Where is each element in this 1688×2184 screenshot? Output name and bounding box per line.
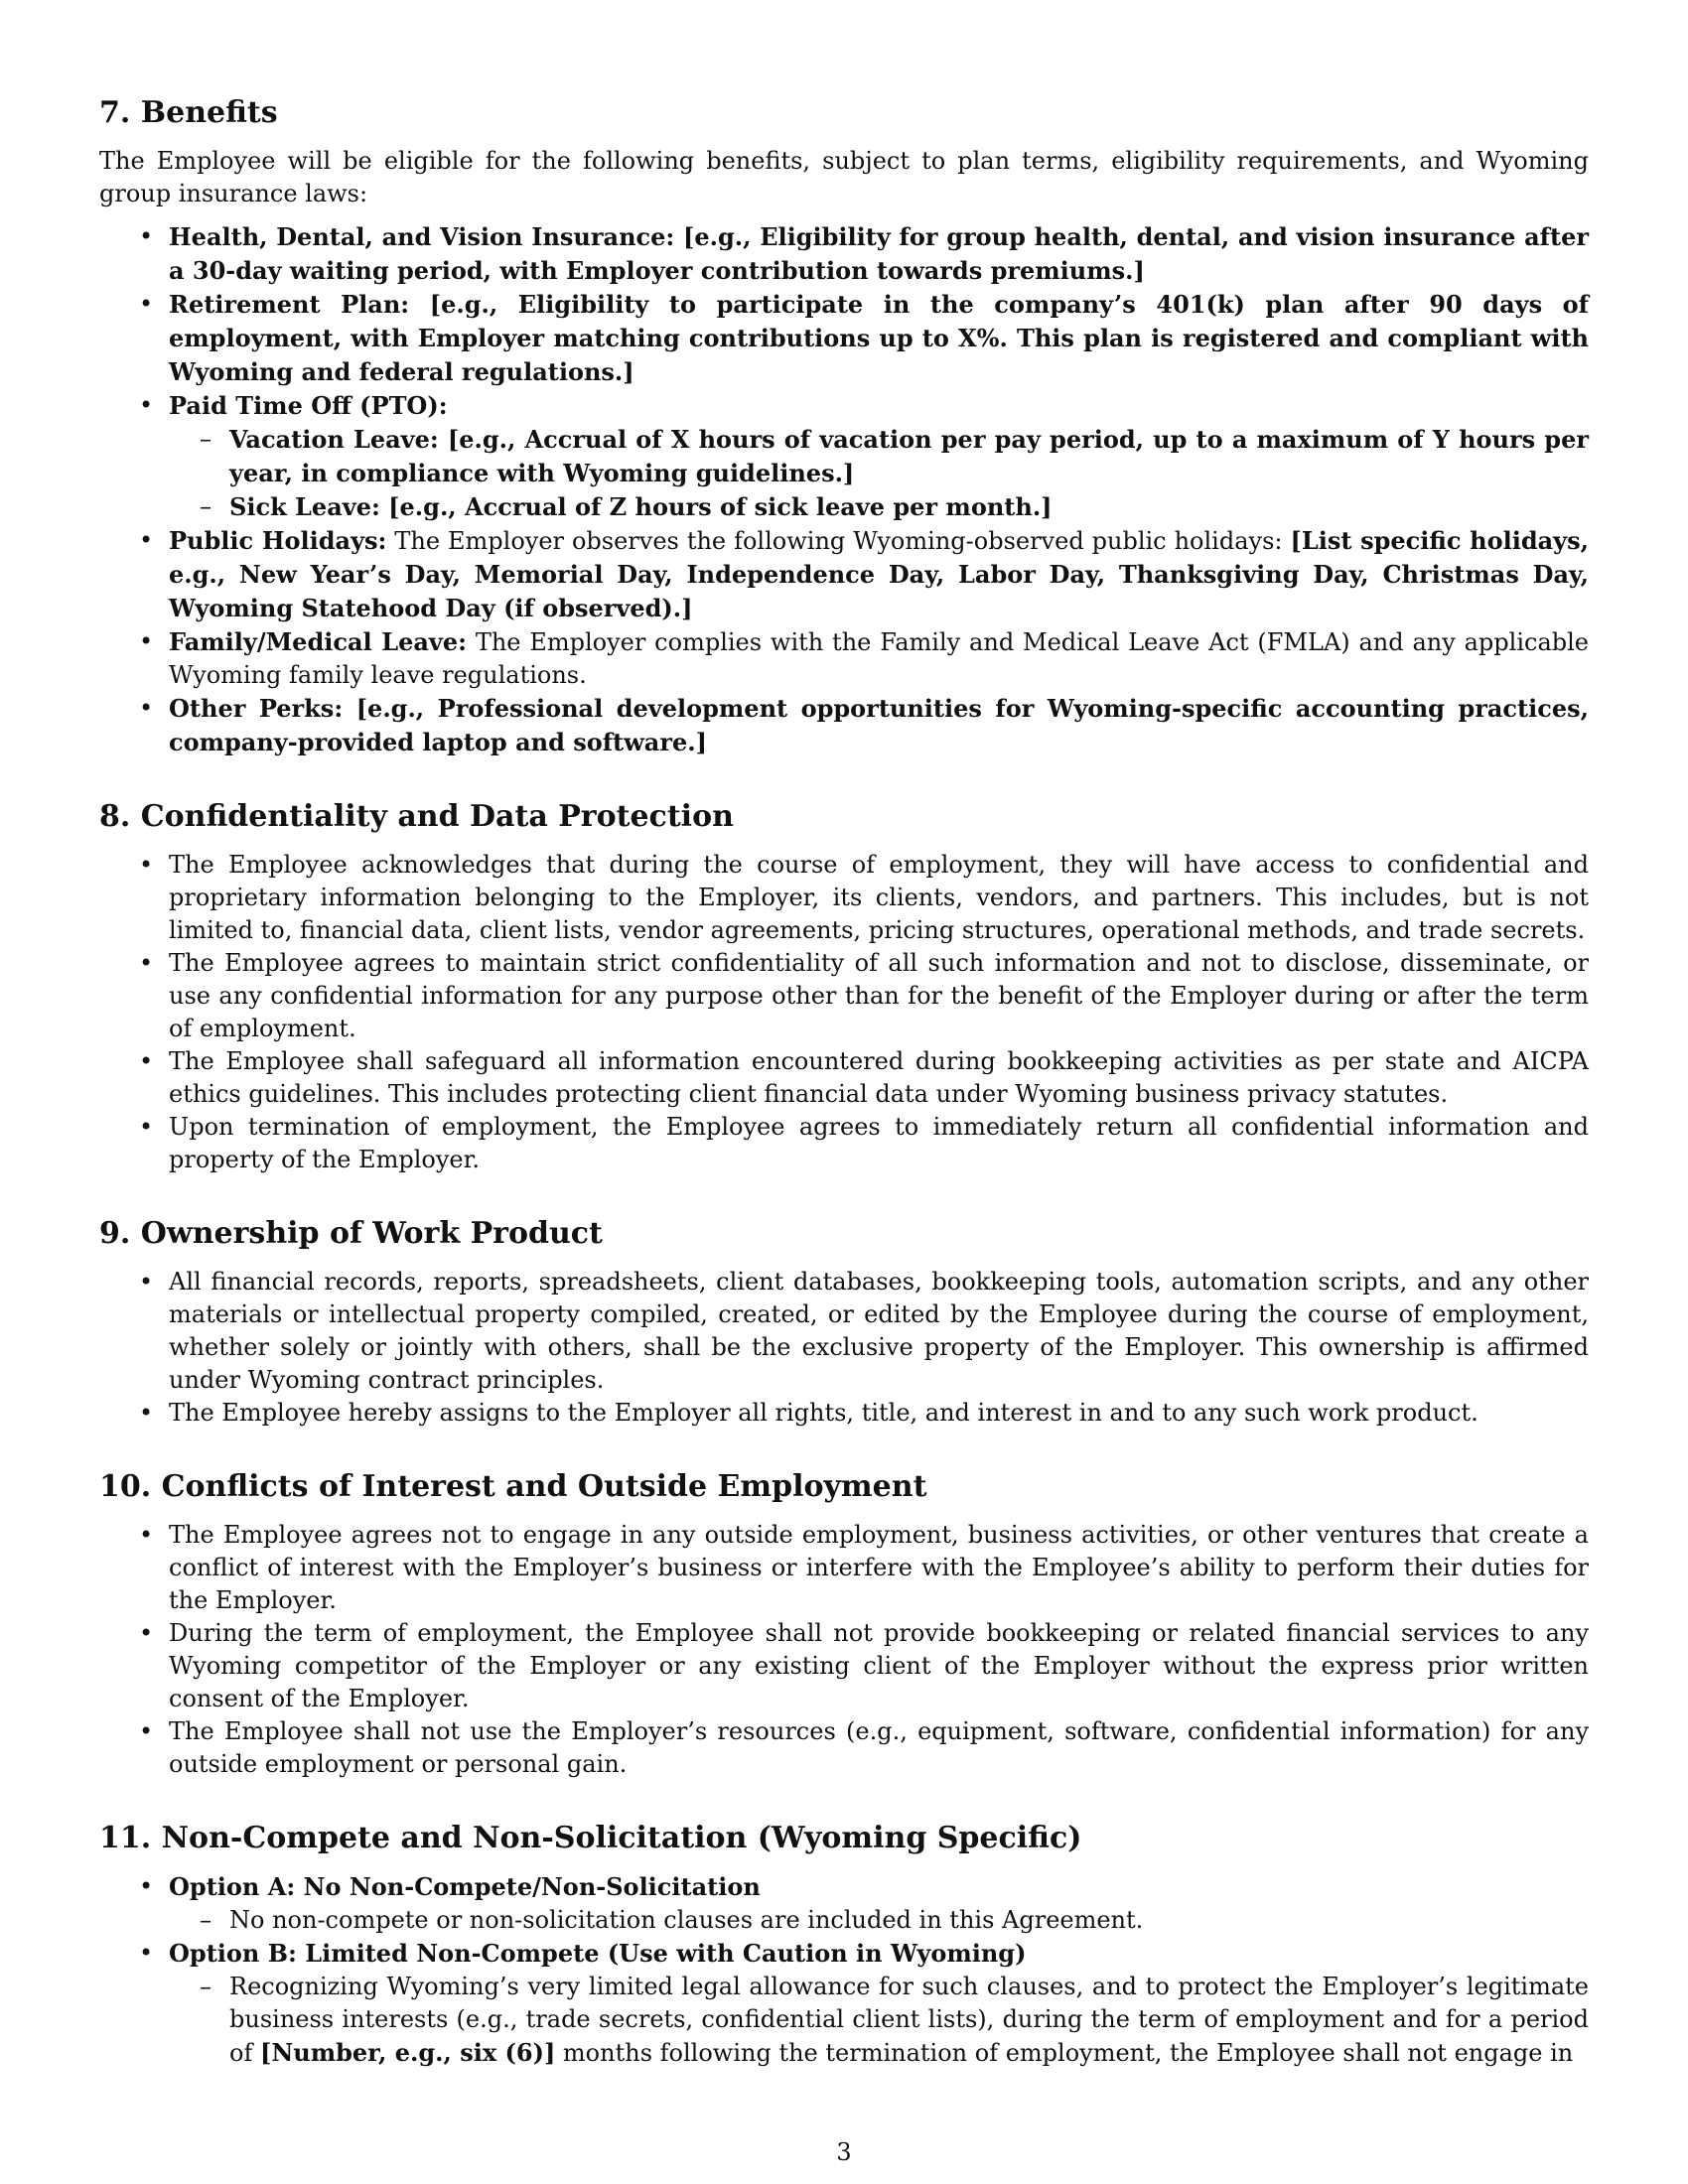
section-non-compete <box>99 1821 1589 2070</box>
list-item: • The Employee acknowledges that during the course of employment, they will have access to confidential and proprietary information belonging to the Employer, its clients, vendors, and partners. This includes, but is not limited to, financial data, client lists, vendor agreements, pricing structures, operational methods, and trade secrets. <box>99 849 1589 947</box>
section-title: 7. Benefits <box>99 95 278 130</box>
list-item: • Upon termination of employment, the Employee agrees to immediately return all confidential information and property of the Employer. <box>99 1111 1589 1176</box>
list-item: • The Employee hereby assigns to the Employer all rights, title, and interest in and to any such work product. <box>99 1397 1589 1430</box>
section-confidentiality <box>99 799 1589 1176</box>
list-item: – No non-compete or non-solicitation clauses are included in this Agreement. <box>169 1904 1589 1937</box>
list-item: • Other Perks: [e.g., Professional development opportunities for Wyoming-specific accounting practices, company-provided laptop and software.] <box>99 692 1589 759</box>
section-conflicts <box>99 1469 1589 1781</box>
section-benefits <box>99 95 1589 759</box>
list-item: • The Employee agrees not to engage in any outside employment, business activities, or other ventures that create a conflict of interest with the Employer’s business or interfere with the Employee’s ability to perform their duties for the Employer. <box>99 1519 1589 1617</box>
benefits-list <box>99 220 1589 759</box>
ownership-list <box>99 1266 1589 1430</box>
list-item: – Sick Leave: [e.g., Accrual of Z hours of sick leave per month.] <box>169 490 1589 524</box>
conflicts-list <box>99 1519 1589 1781</box>
list-item: • All financial records, reports, spreadsheets, client databases, bookkeeping tools, automation scripts, and any other materials or intellectual property compiled, created, or edited by the Employee during the course of employment, whether solely or jointly with others, shall be the exclusive property of the Employer. This ownership is affirmed under Wyoming contract principles. <box>99 1266 1589 1397</box>
section-ownership <box>99 1216 1589 1430</box>
list-item: • Family/Medical Leave: The Employer complies with the Family and Medical Leave Act (FMLA) and any applicable Wyoming family leave regulations. <box>99 625 1589 692</box>
list-item: • The Employee agrees to maintain strict confidentiality of all such information and not to disclose, disseminate, or use any confidential information for any purpose other than for the benefit of the Employer during or after the term of employment. <box>99 947 1589 1045</box>
list-item: • Paid Time Off (PTO): – Vacation Leave: [e.g., Accrual of X hours of vacation per pay period, up to a maximum of Y hours per year, in compliance with Wyoming guidelines.] – Sick Leave: [e.g., Accrual of Z hours of sick leave per month.] <box>99 389 1589 524</box>
section-intro: The Employee will be eligible for the following benefits, subject to plan terms, eligibility requirements, and Wyoming group insurance laws: <box>99 147 1589 207</box>
pto-sublist <box>169 423 1589 524</box>
list-item: • Option A: No Non-Compete/Non-Solicitation – No non-compete or non-solicitation clauses are included in this Agreement. <box>99 1870 1589 1937</box>
list-item: • During the term of employment, the Employee shall not provide bookkeeping or related financial services to any Wyoming competitor of the Employer or any existing client of the Employer without the express prior written consent of the Employer. <box>99 1617 1589 1715</box>
option-b-sublist <box>169 1971 1589 2070</box>
list-item: • The Employee shall not use the Employer’s resources (e.g., equipment, software, confidential information) for any outside employment or personal gain. <box>99 1715 1589 1781</box>
document-page <box>99 95 1589 2110</box>
page-number: 3 <box>836 2138 852 2166</box>
list-item: • The Employee shall safeguard all information encountered during bookkeeping activities as per state and AICPA ethics guidelines. This includes protecting client financial data under Wyoming business privacy statutes. <box>99 1045 1589 1111</box>
section-title: 8. Confidentiality and Data Protection <box>99 799 734 834</box>
option-a-sublist <box>169 1904 1589 1937</box>
section-title: 9. Ownership of Work Product <box>99 1216 603 1251</box>
list-item: • Option B: Limited Non-Compete (Use with Caution in Wyoming) – Recognizing Wyoming’s very limited legal allowance for such clauses, and to protect the Employer’s legitimate business interests (e.g., trade secrets, confidential client lists), during the term of employment and for a period of [Number, e.g., six (6)] months following the termination of employment, the Employee shall not engage in <box>99 1937 1589 2070</box>
section-title: 10. Conflicts of Interest and Outside Employment <box>99 1469 927 1504</box>
list-item: • Public Holidays: The Employer observes the following Wyoming-observed public holidays: [List specific holidays, e.g., New Year’s Day, Memorial Day, Independence Day, Labor Day, Thanksgiving Day, Christmas Day, Wyoming Statehood Day (if observed).] <box>99 524 1589 625</box>
list-item: – Recognizing Wyoming’s very limited legal allowance for such clauses, and to protect the Employer’s legitimate business interests (e.g., trade secrets, confidential client lists), during the term of employment and for a period of [Number, e.g., six (6)] months following the termination of employment, the Employee shall not engage in <box>169 1971 1589 2070</box>
list-item: • Retirement Plan: [e.g., Eligibility to participate in the company’s 401(k) plan after 90 days of employment, with Employer matching contributions up to X%. This plan is registered and compliant with Wyoming and federal regulations.] <box>99 288 1589 389</box>
list-item: – Vacation Leave: [e.g., Accrual of X hours of vacation per pay period, up to a maximum of Y hours per year, in compliance with Wyoming guidelines.] <box>169 423 1589 490</box>
confidentiality-list <box>99 849 1589 1176</box>
non-compete-list <box>99 1870 1589 2070</box>
list-item: • Health, Dental, and Vision Insurance: [e.g., Eligibility for group health, dental, and vision insurance after a 30-day waiting period, with Employer contribution towards premiums.] <box>99 220 1589 288</box>
section-title: 11. Non-Compete and Non-Solicitation (Wyoming Specific) <box>99 1821 1082 1855</box>
